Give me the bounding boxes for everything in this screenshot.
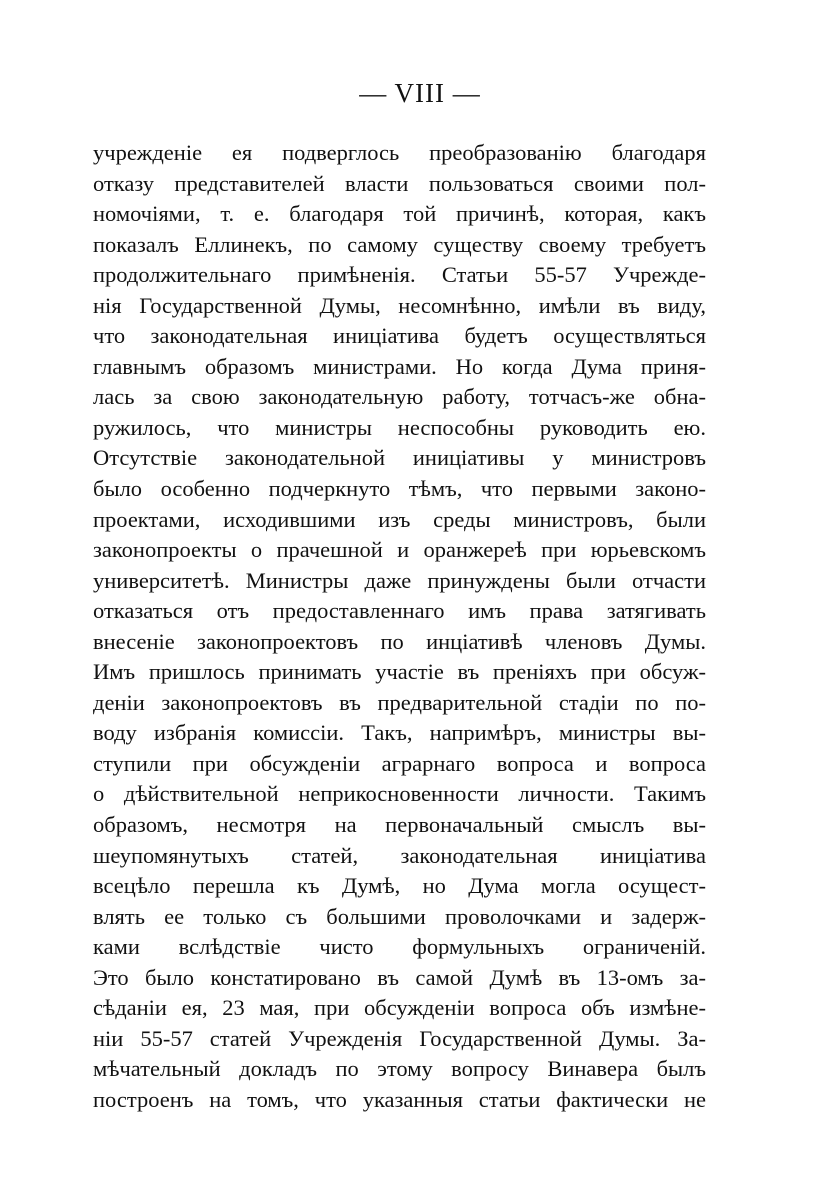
text-line: продолжительнаго примѣненія. Статьи 55-57 Учрежде- [93,262,706,288]
text-line: отказу представителей власти пользоваться своими пол- [93,170,706,196]
body-text [93,138,706,1116]
text-line: Отсутствіе законодательной иниціативы у министровъ [93,445,706,471]
text-line: ступили при обсужденіи аграрнаго вопроса и вопроса [93,750,706,776]
text-line: лась за свою законодательную работу, тотчасъ-же обна- [93,384,706,410]
text-line: отказаться отъ предоставленнаго имъ права затягивать [93,598,706,624]
text-line: было особенно подчеркнуто тѣмъ, что первыми законо- [93,476,706,502]
text-line: шеупомянутыхъ статей, законодательная иниціатива [93,842,706,868]
text-line: показалъ Еллинекъ, по самому существу своему требуетъ [93,231,706,257]
text-line: образомъ, несмотря на первоначальный смыслъ вы- [93,812,706,838]
text-line: ніи 55-57 статей Учрежденія Государственной Думы. За- [93,1025,706,1051]
text-line: нія Государственной Думы, несомнѣнно, имѣли въ виду, [93,292,706,318]
text-line: воду избранія комиссіи. Такъ, напримѣръ, министры вы- [93,720,706,746]
text-line: ружилось, что министры неспособны руководить ею. [93,414,706,440]
text-line: влять ее только съ большими проволочками и задерж- [93,903,706,929]
text-line: всецѣло перешла къ Думѣ, но Дума могла осущест- [93,873,706,899]
text-line: учрежденіе ея подверглось преобразованію благодаря [93,140,706,165]
text-line: что законодательная иниціатива будетъ осуществляться [93,323,706,349]
text-line: университетѣ. Министры даже принуждены были отчасти [93,567,706,593]
text-line: мѣчательный докладъ по этому вопросу Винавера былъ [93,1056,706,1082]
text-line: проектами, исходившими изъ среды министровъ, были [93,506,706,532]
text-line: номочіями, т. е. благодаря той причинѣ, которая, какъ [93,201,706,227]
text-line: построенъ на томъ, что указанныя статьи фактически не [93,1086,706,1112]
page-number: — VIII — [359,78,481,108]
text-line: о дѣйствительной неприкосновенности личности. Такимъ [93,781,706,807]
text-line: главнымъ образомъ министрами. Но когда Дума приня- [93,353,706,379]
text-line: внесеніе законопроектовъ по инціативѣ членовъ Думы. [93,628,706,654]
text-line: Имъ пришлось принимать участіе въ преніяхъ при обсуж- [93,659,706,685]
text-line: деніи законопроектовъ въ предварительной стадіи по по- [93,689,706,715]
text-line: сѣданіи ея, 23 мая, при обсужденіи вопроса объ измѣне- [93,995,706,1021]
text-line: Это было констатировано въ самой Думѣ въ 13-омъ за- [93,964,706,990]
text-line: законопроекты о прачешной и оранжереѣ при юрьевскомъ [93,537,706,563]
text-line: ками вслѣдствіе чисто формульныхъ ограниченій. [93,934,706,960]
